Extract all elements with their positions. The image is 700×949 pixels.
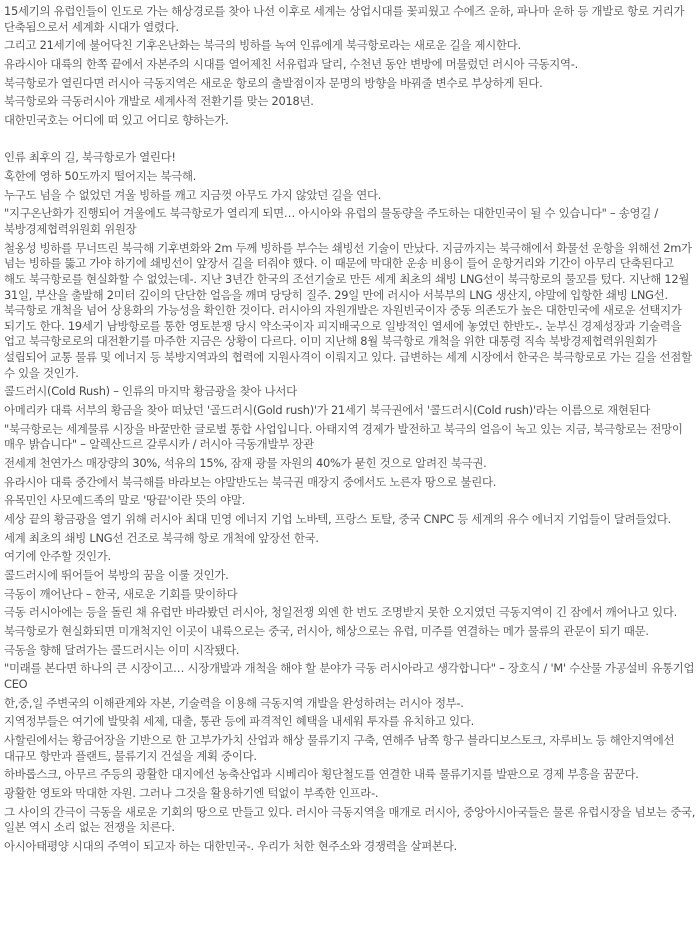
paragraph-yamal-peninsula: 유라시아 대륙 중간에서 북극해를 바라보는 야말반도는 북극권 매장지 중에서도 노른자 땅으로 불린다.	[4, 474, 497, 489]
quote-song-young-gil: "지구온난화가 진행되어 겨울에도 북극항로가 열리게 되면… 아시아와 유럽의 물동량을 주도하는 대한민국이 될 수 있습니다" – 송영길 / 북방경제협력위원회 위원장	[4, 206, 659, 237]
paragraph-korea-competitiveness: 아시아태평양 시대의 주역이 되고자 하는 대한민국-. 우리가 처한 현주소와 경쟁력을 살펴본다.	[4, 839, 457, 853]
paragraph-infrastructure-gap: 광활한 영토와 막대한 자원. 그러나 그것을 활용하기엔 턱없이 부족한 인프라-.	[4, 786, 379, 801]
paragraph-sakhalin-plans: 사할린에서는 황금어장을 기반으로 한 고부가가치 산업과 해상 물류기지 구축, 연해주 남쪽 항구 블라디보스토크, 자루비노 등 해안지역에선 대규모 항만과 플랜트, 물류기지 건설을 계획 중이다.	[4, 733, 675, 763]
paragraph-khabarovsk-amur: 하바롭스크, 아무르 주등의 광활한 대지에선 농축산업과 시베리아 횡단철도를 연결한 내륙 물류기지를 발판으로 경제 부흥을 꿈꾼다.	[4, 767, 639, 782]
section-heading-cold-rush: 콜드러시(Cold Rush) – 인류의 마지막 황금광을 찾아 나서다	[4, 384, 297, 399]
paragraph-arctic-resources: 전세계 천연가스 매장량의 30%, 석유의 15%, 잠재 광물 자원의 40%가 묻힌 것으로 알려진 북극권.	[4, 455, 487, 470]
paragraph-arctic-sea: 혹한에 영하 50도까지 떨어지는 북극해.	[4, 169, 197, 184]
article-body	[4, 4, 696, 858]
section-heading-last-route: 인류 최후의 길, 북극항로가 열린다!	[4, 150, 176, 165]
paragraph-silent-war: 그 사이의 간극이 극동을 새로운 기회의 땅으로 만들고 있다. 러시아 극동지역을 매개로 러시아, 중앙아시아국들은 물론 유럽시장을 넘보는 중국, 일본 역시 소리 없는 전쟁을 치른다.	[4, 804, 696, 835]
paragraph-russian-government: 한,중,일 주변국의 이해관계와 자본, 기술력을 이용해 극동지역 개발을 완성하려는 러시아 정부-.	[4, 695, 464, 710]
paragraph-gold-rush-reenacted: 아메리카 대륙 서부의 황금을 찾아 떠났던 '골드러시(Gold rush)'가 21세기 북극권에서 '콜드러시(Cold rush)'라는 이름으로 재현된다	[4, 402, 651, 417]
paragraph-energy-companies: 세상 끝의 황금광을 열기 위해 러시아 최대 민영 에너지 기업 노바텍, 프랑스 토탈, 중국 CNPC 등 세계의 유수 에너지 기업들이 달려들었다.	[4, 511, 672, 526]
section-heading-far-east-awakens: 극동이 깨어난다 – 한국, 새로운 기회를 맞이하다	[4, 586, 238, 601]
paragraph-settle-question: 여기에 안주할 것인가.	[4, 549, 111, 564]
quote-jang-ho-sik: "미래를 본다면 하나의 큰 시장이고… 시장개발과 개척을 해야 할 분야가 극동 러시아라고 생각합니다" – 장호식 / 'M' 수산물 가공설비 유통기업 CEO	[4, 661, 695, 691]
paragraph-climate-warming: 그리고 21세기에 불어닥친 기후온난화는 북극의 빙하를 녹여 인류에게 북극항로라는 새로운 길을 제시한다.	[4, 38, 521, 53]
quote-alexander-galushka: "북극항로는 세계물류 시장을 바꿀만한 글로벌 통합 사업입니다. 아태지역 경제가 발전하고 북극의 얼음이 녹고 있는 지금, 북극항로는 전망이 매우 밝습니다" – 알렉산드르 갈루시카 / 러시아 극동개발부 장관	[4, 421, 683, 452]
paragraph-logistics-gateway: 북극항로가 현실화되면 미개척지인 이곳이 내륙으로는 중국, 러시아, 해상으로는 유럽, 미주를 연결하는 메가 물류의 관문이 되기 때문.	[4, 624, 649, 639]
paragraph-icebreaker-lng: 철옹성 빙하를 무너뜨린 북극해 기후변화와 2m 두께 빙하를 부수는 쇄빙선 기술이 만났다. 지금까지는 북극해에서 화물선 운항을 위해선 2m가 넘는 빙하를 뚫고 가야 하기에 쇄빙선이 앞장서 길을 터줘야 했다. 이 때문에 막대한 운송 비용이 들어 운항거리와 기간이 아무리 단축된다고 해도 북극항로를 현실화할 수 없었는데-. 지난 3년간 한국의 조선기술로 만든 세계 최초의 쇄빙 LNG선이 북극항로의 물꼬를 텄다. 지난해 12월 31일, 부산을 출발해 2미터 깊이의 단단한 얼음을 깨며 당당히 질주. 29일 만에 러시아 서북부의 LNG 생산지, 야말에 입항한 쇄빙 LNG선. 북극항로 개척을 넘어 상용화의 가능성을 확인한 것이다. 러시아의 자원개발은 자원빈국이자 중동 의존도가 높은 대한민국에 새로운 선택지가 되기도 한다. 19세기 남방항로를 통한 영토분쟁 당시 약소국이자 피지배국으로 일방적인 열세에 놓였던 한반도-. 눈부신 경제성장과 기술력을 업고 북극항로로의 대전환기를 마주한 지금은 상황이 다르다. 이미 지난해 8월 북극항로 개척을 위한 대통령 직속 북방경제협력위원회가 설립되어 교통 물류 및 에너지 등 북방지역과의 협력에 지원사격이 이뤄지고 있다. 급변하는 세계 시장에서 한국은 북극항로로 가는 길을 선점할 수 있을 것인가.	[4, 240, 692, 380]
paragraph-turning-point-2018: 북극항로와 극동러시아 개발로 세계사적 전환기를 맞는 2018년.	[4, 94, 314, 109]
paragraph-regional-incentives: 지역정부들은 여기에 발맞춰 세제, 대출, 통관 등에 파격적인 혜택을 내세워 투자를 유치하고 있다.	[4, 714, 474, 729]
paragraph-intro-age-of-discovery: 15세기의 유럽인들이 인도로 가는 해상경로를 찾아 나선 이후로 세계는 상업시대를 꽃피웠고 수에즈 운하, 파나마 운하 등 개발로 항로 거리가 단축됨으로서 세계화 시대가 열렸다.	[4, 4, 685, 34]
paragraph-cold-rush-started: 극동을 향해 달려가는 콜드러시는 이미 시작됐다.	[4, 642, 240, 657]
paragraph-breaking-ice: 누구도 넘을 수 없었던 겨울 빙하를 깨고 지금껏 아무도 가지 않았던 길을 연다.	[4, 187, 382, 202]
paragraph-northern-dream: 콜드러시에 뛰어들어 북방의 꿈을 이룰 것인가.	[4, 567, 229, 582]
paragraph-korea-icebreaker: 세계 최초의 쇄빙 LNG선 건조로 북극해 항로 개척에 앞장선 한국.	[4, 530, 319, 545]
paragraph-arctic-route-opening: 북극항로가 열린다면 러시아 극동지역은 새로운 항로의 출발점이자 문명의 방향을 바꿔줄 변수로 부상하게 된다.	[4, 75, 543, 90]
paragraph-yamal-meaning: 유목민인 사모예드족의 말로 '땅끝'이란 뜻의 야말.	[4, 493, 246, 508]
blank-line	[4, 132, 696, 148]
paragraph-korea-question: 대한민국호는 어디에 떠 있고 어디로 향하는가.	[4, 113, 229, 128]
paragraph-russian-far-east: 유라시아 대륙의 한쪽 끝에서 자본주의 시대를 열어제친 서유럽과 달리, 수천년 동안 변방에 머물렀던 러시아 극동지역-.	[4, 56, 578, 71]
paragraph-far-east-waking: 극동 러시아에는 등을 돌린 채 유럽만 바라봤던 러시아, 청일전쟁 외엔 한 번도 조명받지 못한 오지였던 극동지역이 긴 잠에서 깨어나고 있다.	[4, 605, 677, 620]
